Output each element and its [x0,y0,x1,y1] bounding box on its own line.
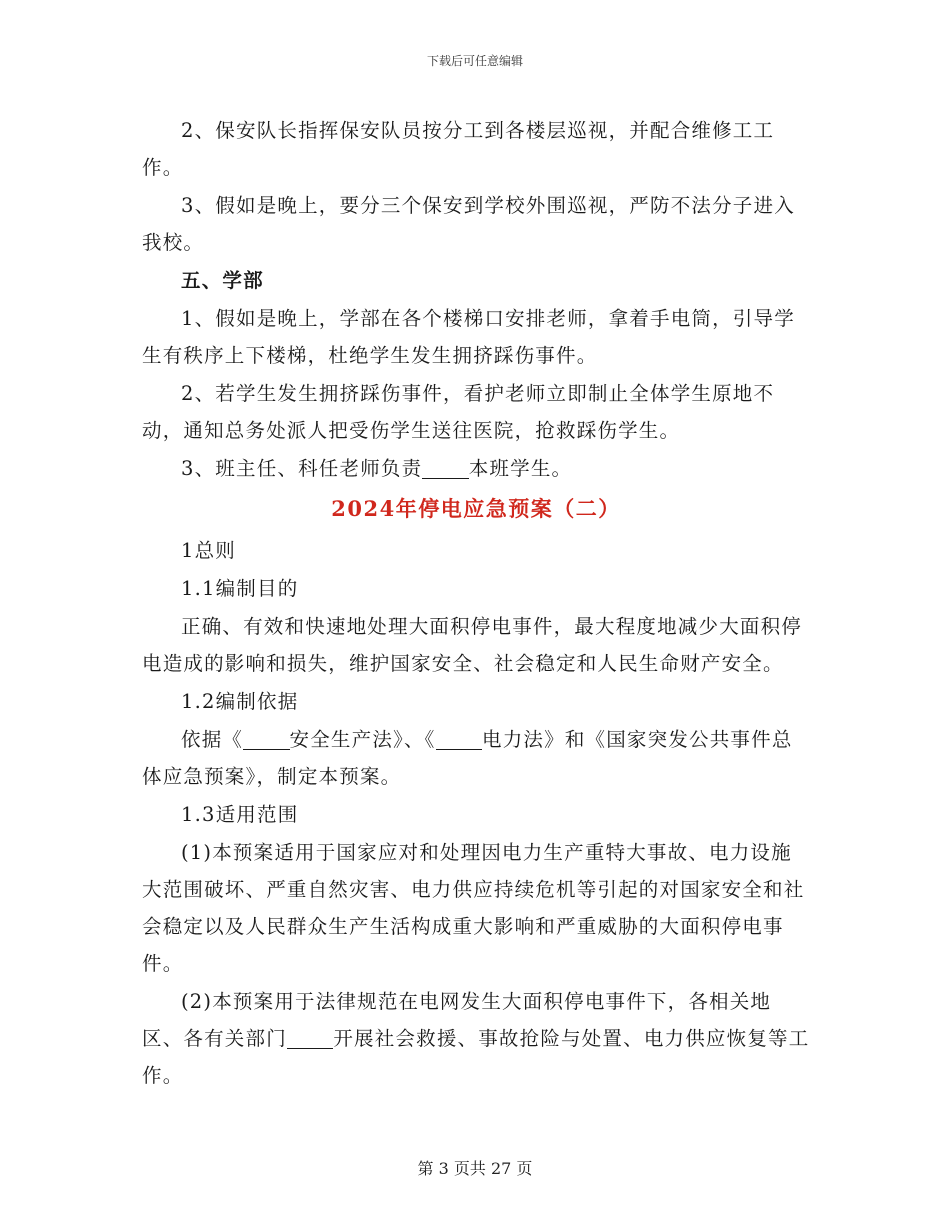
document-body [142,112,810,1094]
paragraph: 3、假如是晚上，要分三个保安到学校外围巡视，严防不法分子进入我校。 [142,194,795,254]
blank-line [436,731,482,750]
subsection-heading: 1.3适用范围 [181,803,299,826]
paragraph: 2、若学生发生拥挤踩伤事件，看护老师立即制止全体学生原地不动，通知总务处派人把受伤学生送往医院，抢救踩伤学生。 [142,382,775,442]
page-header: 下载后可任意编辑 [426,54,523,68]
paragraph [142,721,810,795]
paragraph [142,983,810,1094]
page-footer: 第 3 页共 27 页 [417,1159,533,1178]
paragraph: (1)本预案适用于国家应对和处理因电力生产重特大事故、电力设施大范围破坏、严重自然灾害、电力供应持续危机等引起的对国家安全和社会稳定以及人民群众生产生活构成重大影响和严重威胁的大面积停电事件。 [142,841,805,975]
blank-line [243,731,289,750]
subsection-heading: 1.2编制依据 [181,690,299,713]
section-heading: 五、学部 [181,269,264,292]
paragraph [142,450,810,487]
subsection-heading: 1.1编制目的 [181,577,299,600]
section-heading: 1总则 [181,539,237,562]
text-run: (2)本预案用于法律规范在电网发生大面积停电事件下，各相关地区、各有关部门 [142,990,772,1050]
text-run: 安全生产法》、《 [289,728,436,751]
text-run: 开展社会救援、事故抢险与处置、电力供应恢复等工作。 [142,1027,810,1087]
text-run: 依据《 [181,728,244,751]
text-run: 本班学生。 [468,457,573,480]
document-title: 2024年停电应急预案（二） [331,496,621,521]
paragraph: 1、假如是晚上，学部在各个楼梯口安排老师，拿着手电筒，引导学生有秩序上下楼梯，杜绝学生发生拥挤踩伤事件。 [142,307,795,367]
paragraph: 2、保安队长指挥保安队员按分工到各楼层巡视，并配合维修工工作。 [142,119,775,179]
paragraph: 正确、有效和快速地处理大面积停电事件，最大程度地减少大面积停电造成的影响和损失，维护国家安全、社会稳定和人民生命财产安全。 [142,615,803,675]
blank-line [422,460,468,479]
text-run: 3、班主任、科任老师负责 [181,457,423,480]
text-run: 电力法》和《国家突发公共事件总体应急预案》，制定本预案。 [142,728,793,788]
blank-line [287,1030,333,1049]
